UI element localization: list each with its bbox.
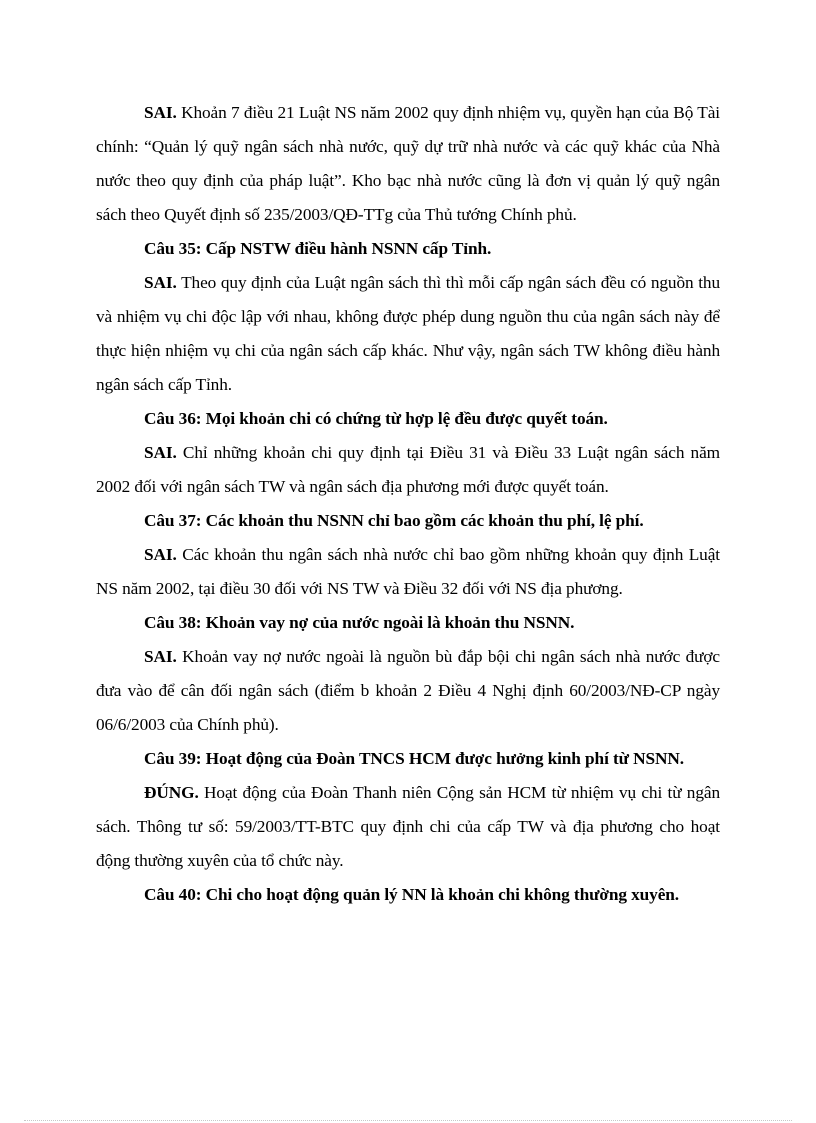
- answer-text: Hoạt động của Đoàn Thanh niên Cộng sản HCM từ nhiệm vụ chi từ ngân sách. Thông tư số: 59/2003/TT-BTC quy định chi của cấp TW và địa phương cho hoạt động thường xuyên của tổ chức này.: [96, 783, 720, 870]
- answer-text: Theo quy định của Luật ngân sách thì thì mỗi cấp ngân sách đều có nguồn thu và nhiệm vụ chi độc lập với nhau, không được phép dung nguồn thu của ngân sách này để thực hiện nhiệm vụ chi của ngân sách cấp khác. Như vậy, ngân sách TW không điều hành ngân sách cấp Tỉnh.: [96, 273, 720, 394]
- verdict-label: SAI.: [144, 545, 177, 564]
- answer-text: Khoản 7 điều 21 Luật NS năm 2002 quy định nhiệm vụ, quyền hạn của Bộ Tài chính: “Quản lý quỹ ngân sách nhà nước, quỹ dự trữ nhà nước và các quỹ khác của Nhà nước theo quy định của pháp luật”. Kho bạc nhà nước cũng là đơn vị quản lý quỹ ngân sách theo Quyết định số 235/2003/QĐ-TTg của Thủ tướng Chính phủ.: [96, 103, 720, 224]
- answer-text: Chỉ những khoản chi quy định tại Điều 31 và Điều 33 Luật ngân sách năm 2002 đối với ngân sách TW và ngân sách địa phương mới được quyết toán.: [96, 443, 720, 496]
- document-body: [96, 96, 720, 912]
- answer-text: Các khoản thu ngân sách nhà nước chỉ bao gồm những khoản quy định Luật NS năm 2002, tại điều 30 đối với NS TW và Điều 32 đối với NS địa phương.: [96, 545, 720, 598]
- verdict-label: SAI.: [144, 103, 177, 122]
- verdict-label: ĐÚNG.: [144, 783, 199, 802]
- question-heading: Câu 37: Các khoản thu NSNN chỉ bao gồm các khoản thu phí, lệ phí.: [144, 511, 644, 530]
- question-heading: Câu 40: Chi cho hoạt động quản lý NN là khoản chi không thường xuyên.: [144, 885, 679, 904]
- answer-paragraph: [96, 538, 720, 606]
- answer-paragraph: [96, 436, 720, 504]
- answer-paragraph: [96, 640, 720, 742]
- verdict-label: SAI.: [144, 647, 177, 666]
- page-bottom-divider: [24, 1120, 792, 1121]
- verdict-label: SAI.: [144, 273, 177, 292]
- question-heading: Câu 36: Mọi khoản chi có chứng từ hợp lệ đều được quyết toán.: [144, 409, 608, 428]
- question-heading: Câu 38: Khoản vay nợ của nước ngoài là khoản thu NSNN.: [144, 613, 575, 632]
- answer-paragraph: [96, 776, 720, 878]
- answer-paragraph: [96, 266, 720, 402]
- answer-paragraph: [96, 96, 720, 232]
- question-heading: Câu 39: Hoạt động của Đoàn TNCS HCM được hưởng kinh phí từ NSNN.: [144, 749, 685, 768]
- verdict-label: SAI.: [144, 443, 177, 462]
- answer-text: Khoản vay nợ nước ngoài là nguồn bù đắp bội chi ngân sách nhà nước được đưa vào để cân đối ngân sách (điểm b khoản 2 Điều 4 Nghị định 60/2003/NĐ-CP ngày 06/6/2003 của Chính phủ).: [96, 647, 720, 734]
- question-heading: Câu 35: Cấp NSTW điều hành NSNN cấp Tỉnh.: [144, 239, 492, 258]
